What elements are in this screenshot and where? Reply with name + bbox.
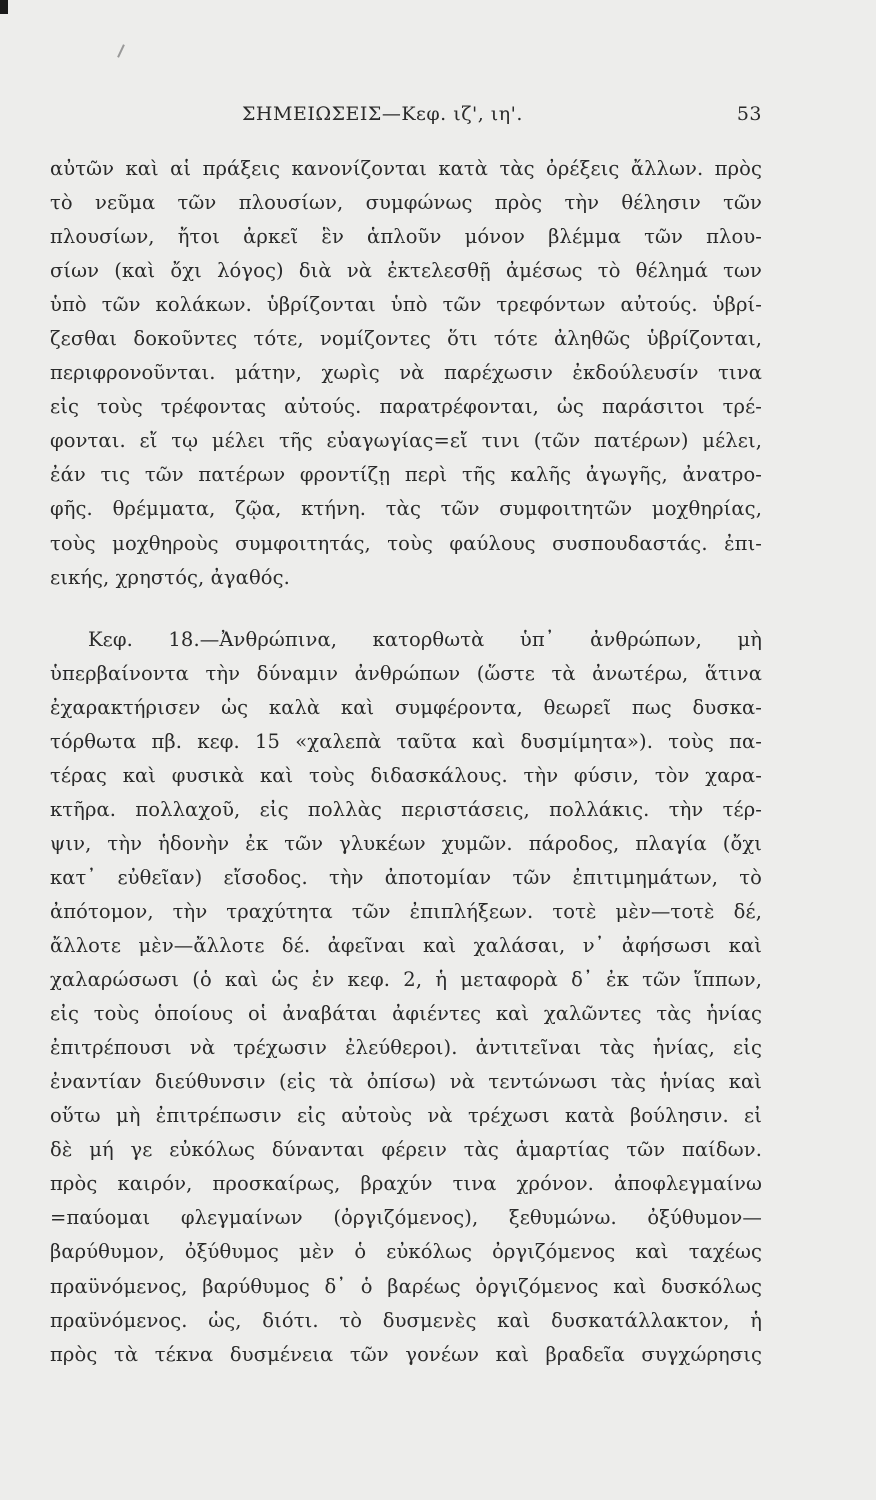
text-line: πραϋνόμενος. ὡς, διότι. τὸ δυσμενὲς καὶ δυσκατάλλακτον, ἡ [50, 1308, 762, 1332]
text-line: οὕτω μὴ ἐπιτρέπωσιν εἰς αὐτοὺς νὰ τρέχωσι κατὰ βούλησιν. εἰ [50, 1104, 762, 1128]
text-line: σίων (καὶ ὄχι λόγος) διὰ νὰ ἐκτελεσθῇ ἀμέσως τὸ θέλημά των [50, 259, 762, 283]
text-line: πρὸς καιρόν, προσκαίρως, βραχύν τινα χρόνον. ἀποφλεγμαίνω [50, 1172, 762, 1196]
pencil-mark [117, 44, 125, 58]
text-line: ἐπιτρέπουσι νὰ τρέχωσιν ἐλεύθεροι). ἀντιτεῖναι τὰς ἡνίας, εἰς [50, 1036, 762, 1060]
text-line: βαρύθυμον, ὀξύθυμος μὲν ὁ εὐκόλως ὀργιζόμενος καὶ ταχέως [50, 1240, 762, 1264]
text-line: κτῆρα. πολλαχοῦ, εἰς πολλὰς περιστάσεις, πολλάκις. τὴν τέρ- [50, 797, 762, 821]
text-line: ἐναντίαν διεύθυνσιν (εἰς τὰ ὀπίσω) νὰ τεντώνωσι τὰς ἡνίας καὶ [50, 1070, 762, 1094]
body-text [50, 152, 762, 1372]
header-title: ΣΗΜΕΙΩΣΕΙΣ—Κεφ. ιζ', ιη'. [242, 103, 523, 125]
text-line: πλουσίων, ἤτοι ἀρκεῖ ἓν ἁπλοῦν μόνον βλέμμα τῶν πλου- [50, 225, 762, 249]
text-line: φῆς. θρέμματα, ζῷα, κτήνη. τὰς τῶν συμφοιτητῶν μοχθηρίας, [50, 497, 762, 521]
text-line: αὐτῶν καὶ αἱ πράξεις κανονίζονται κατὰ τὰς ὀρέξεις ἄλλων. πρὸς [50, 157, 762, 180]
section-heading-line: Κεφ. 18.—Ἀνθρώπινα, κατορθωτὰ ὑπ᾽ ἀνθρώπων, μὴ [88, 627, 762, 651]
text-line: ἄλλοτε μὲν—ἄλλοτε δέ. ἀφεῖναι καὶ χαλάσαι, ν᾽ ἀφήσωσι καὶ [50, 934, 762, 958]
text-line: ζεσθαι δοκοῦντες τότε, νομίζοντες ὅτι τότε ἀληθῶς ὑβρίζονται, [50, 327, 762, 351]
text-line: τοὺς μοχθηροὺς συμφοιτητάς, τοὺς φαύλους συσπουδαστάς. ἐπι- [50, 531, 762, 555]
text-line: ἐάν τις τῶν πατέρων φροντίζῃ περὶ τῆς καλῆς ἀγωγῆς, ἀνατρο- [50, 463, 762, 487]
text-line: φονται. εἴ τῳ μέλει τῆς εὐαγωγίας=εἴ τινι (τῶν πατέρων) μέλει, [50, 429, 762, 453]
text-line: εἰς τοὺς ὁποίους οἱ ἀναβάται ἀφιέντες καὶ χαλῶντες τὰς ἡνίας [50, 1002, 762, 1026]
text-line: τέρας καὶ φυσικὰ καὶ τοὺς διδασκάλους. τὴν φύσιν, τὸν χαρα- [50, 763, 762, 787]
text-line: δὲ μή γε εὐκόλως δύνανται φέρειν τὰς ἁμαρτίας τῶν παίδων. [50, 1138, 762, 1162]
text-line: ὑπὸ τῶν κολάκων. ὑβρίζονται ὑπὸ τῶν τρεφόντων αὐτούς. ὑβρί- [50, 293, 762, 317]
text-line: πρὸς τὰ τέκνα δυσμένεια τῶν γονέων καὶ βραδεῖα συγχώρησις [50, 1342, 762, 1366]
text-line: πραϋνόμενος, βαρύθυμος δ᾽ ὁ βαρέως ὀργιζόμενος καὶ δυσκόλως [50, 1274, 762, 1298]
text-line: τὸ νεῦμα τῶν πλουσίων, συμφώνως πρὸς τὴν θέλησιν τῶν [50, 191, 762, 215]
text-line: εικής, χρηστός, ἀγαθός. [50, 565, 290, 589]
text-line: περιφρονοῦνται. μάτην, χωρὶς νὰ παρέχωσιν ἐκδούλευσίν τινα [50, 361, 762, 385]
running-header [52, 103, 762, 131]
text-line: εἰς τοὺς τρέφοντας αὐτούς. παρατρέφονται, ὡς παράσιτοι τρέ- [50, 395, 762, 419]
text-line: τόρθωτα πβ. κεφ. 15 «χαλεπὰ ταῦτα καὶ δυσμίμητα»). τοὺς πα- [50, 729, 762, 753]
text-line: ψιν, τὴν ἡδονὴν ἐκ τῶν γλυκέων χυμῶν. πάροδος, πλαγία (ὄχι [50, 831, 762, 855]
ink-blotch [0, 0, 8, 14]
text-line: κατ᾽ εὐθεῖαν) εἴσοδος. τὴν ἀποτομίαν τῶν ἐπιτιμημάτων, τὸ [50, 865, 762, 889]
text-line: ἐχαρακτήρισεν ὡς καλὰ καὶ συμφέροντα, θεωρεῖ πως δυσκα- [50, 695, 762, 719]
page-number: 53 [736, 103, 762, 125]
text-line: ὑπερβαίνοντα τὴν δύναμιν ἀνθρώπων (ὥστε τὰ ἀνωτέρω, ἅτινα [50, 661, 762, 685]
text-line: =παύομαι φλεγμαίνων (ὀργιζόμενος), ξεθυμώνω. ὀξύθυμον— [50, 1206, 762, 1230]
text-line: χαλαρώσωσι (ὁ καὶ ὡς ἐν κεφ. 2, ἡ μεταφορὰ δ᾽ ἐκ τῶν ἵππων, [50, 968, 762, 992]
text-line: ἀπότομον, τὴν τραχύτητα τῶν ἐπιπλήξεων. τοτὲ μὲν—τοτὲ δέ, [50, 899, 762, 923]
